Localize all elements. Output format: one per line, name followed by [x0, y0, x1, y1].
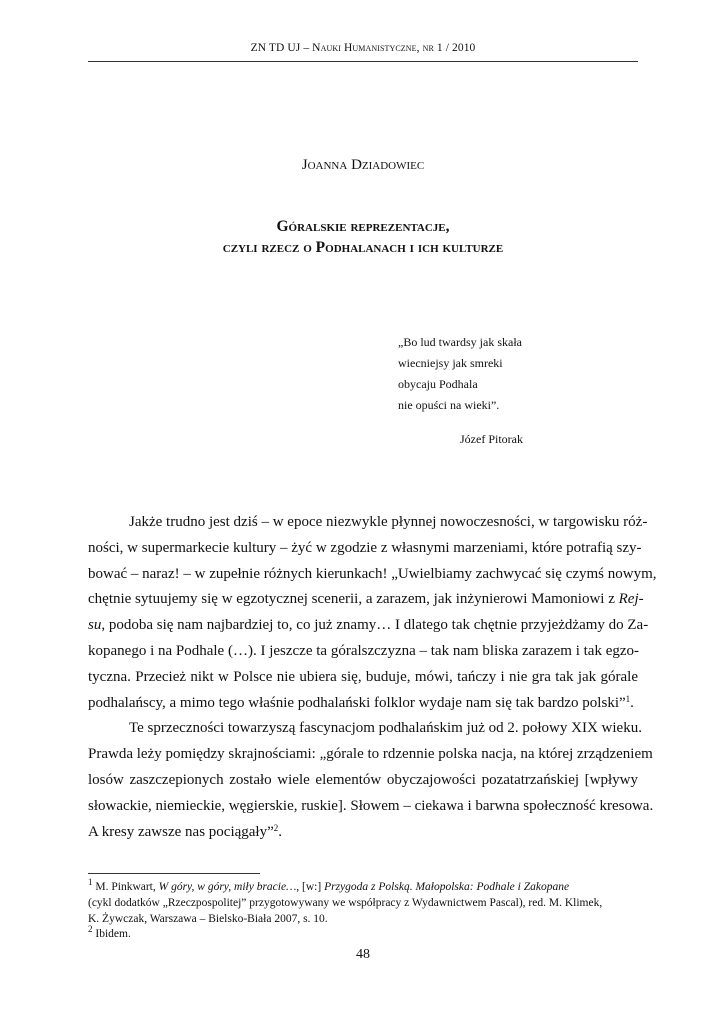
article-title — [88, 216, 638, 258]
text-span: . — [630, 694, 634, 711]
text-line: bować – naraz! – w zupełnie różnych kierunkach! „Uwielbiamy zachwycać się czymś nowym, — [88, 565, 657, 582]
epigraph-author: Józef Pitorak — [460, 432, 523, 446]
footnotes — [88, 877, 638, 943]
text-line: losów zaszczepionych zostało wiele elementów obyczajowości pozatatrzańskiej [wpływy — [88, 771, 638, 788]
footnote-text: M. Pinkwart, — [92, 881, 159, 893]
article-author: Joanna Dziadowiec — [301, 157, 425, 173]
text-span: podhalańscy, a mimo tego właśnie podhalański folklor wydaje nam się tak bardzo polski” — [88, 694, 626, 711]
text-span: A kresy zawsze nas pociągały” — [88, 823, 274, 840]
paragraph-1 — [88, 510, 657, 716]
journal-issue: 1 / 2010 — [433, 42, 476, 54]
footnote-italic: W góry, w góry, miły bracie… — [158, 881, 297, 893]
text-line: Prawda leży pomiędzy skrajnościami: „górale to rdzennie polska nacja, na której zrządzeniem — [88, 746, 653, 763]
text-line: Jakże trudno jest dziś – w epoce niezwykle płynnej nowoczesności, w targowisku róż- — [129, 514, 648, 530]
title-line-2: czyli rzecz o Podhalanach i ich kulturze — [222, 239, 504, 256]
text-line: tyczna. Przecież nikt w Polsce nie ubiera się, buduje, mówi, tańczy i nie gra tak jak górale — [88, 668, 638, 685]
footnote-1-line-3: K. Żywczak, Warszawa – Bielsko-Biała 2007, s. 10. — [88, 912, 328, 925]
epigraph-line: obycaju Podhala — [398, 377, 478, 391]
footnote-italic: Przygoda z Polską. Małopolska: Podhale i Zakopane — [324, 881, 570, 893]
text-line — [88, 691, 638, 717]
epigraph-line: wiecniejsy jak smreki — [398, 356, 503, 370]
text-line — [88, 613, 649, 639]
footnote-2 — [88, 924, 638, 943]
epigraph-line: „Bo lud twardsy jak skała — [398, 335, 522, 349]
footnote-1 — [88, 877, 638, 896]
text-span: chętnie sytuujemy się w egzotycznej scenerii, a zarazem, jak inżynierowi Mamoniowi z — [88, 591, 619, 608]
text-span: , podoba się nam najbardziej to, co już znamy… I dlatego tak chętnie przyjeżdżamy do Za- — [101, 617, 649, 634]
text-line: ności, w supermarkecie kultury – żyć w zgodzie z własnymi marzeniami, które potrafią szy- — [88, 539, 642, 556]
footnote-text: , [w:] — [296, 881, 325, 893]
article-body — [88, 510, 657, 845]
text-line: Te sprzeczności towarzyszą fascynacjom podhalańskim już od 2. połowy XIX wieku. — [129, 720, 642, 737]
epigraph-line: nie opuści na wieki”. — [398, 398, 500, 412]
italic-text: Rej- — [618, 591, 644, 608]
text-line — [88, 820, 638, 846]
journal-prefix: ZN TD UJ – — [250, 42, 313, 54]
footnote-1-line-2: (cykl dodatków „Rzeczpospolitej” przygotowywany we współpracy z Wydawnictwem Pascal), red. M. Klimek, — [88, 896, 603, 909]
title-line-1: Góralskie reprezentacje, — [276, 218, 450, 235]
footnote-ref[interactable]: 1 — [625, 693, 631, 704]
text-line: słowackie, niemieckie, węgierskie, ruskie]. Słowem – ciekawa i barwna społeczność kresowa. — [88, 797, 654, 814]
text-line: kopanego i na Podhale (…). I jeszcze ta góralszczyzna – tak nam bliska zarazem i tak egzo- — [88, 642, 640, 659]
paragraph-2 — [88, 716, 654, 845]
epigraph — [398, 332, 638, 416]
footnote-ref[interactable]: 2 — [273, 822, 279, 833]
footnote-mark: 1 — [88, 877, 93, 887]
header-rule — [88, 61, 638, 62]
text-line — [88, 587, 644, 613]
journal-series: Nauki Humanistyczne, nr — [312, 42, 434, 54]
footnote-text: Ibidem. — [92, 928, 131, 941]
footnote-rule — [88, 873, 260, 874]
footnote-mark: 2 — [88, 924, 93, 935]
page-number: 48 — [356, 947, 370, 962]
italic-text: su — [88, 617, 102, 634]
text-span: . — [278, 823, 283, 840]
running-header — [88, 42, 638, 54]
